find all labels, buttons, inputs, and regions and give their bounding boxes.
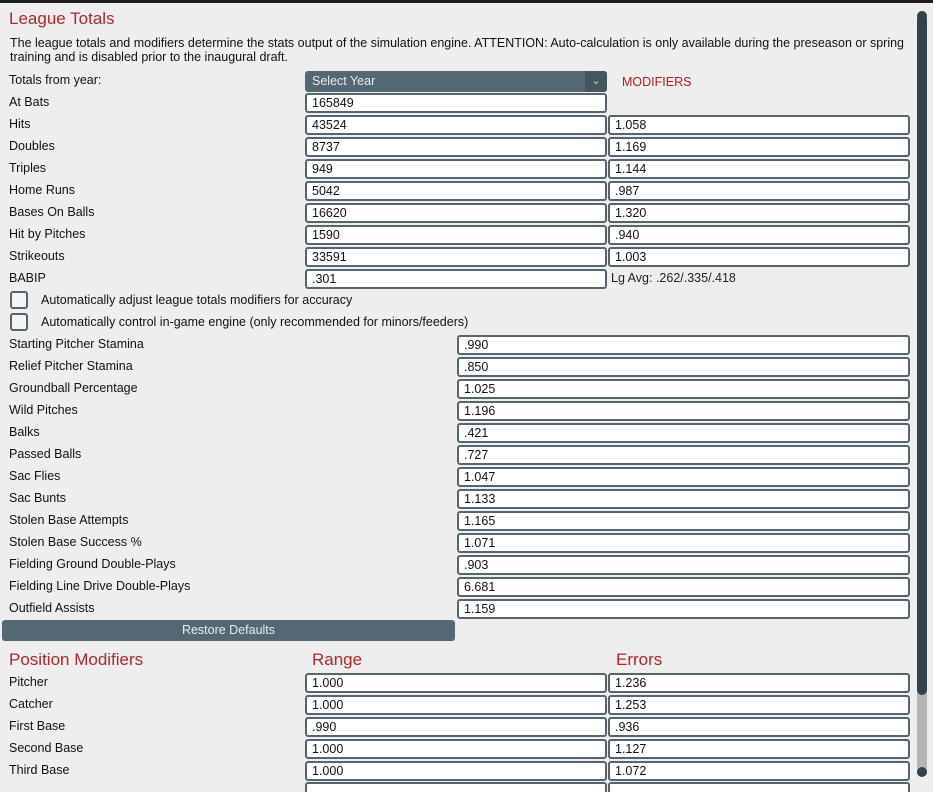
engine-modifier-input[interactable]: .850: [457, 357, 910, 377]
shortstop-range-input-partial[interactable]: [305, 782, 607, 792]
engine-modifier-label: Outfield Assists: [9, 601, 95, 615]
engine-modifier-label: Relief Pitcher Stamina: [9, 359, 133, 373]
engine-modifier-input[interactable]: .990: [457, 335, 910, 355]
engine-modifier-label: Groundball Percentage: [9, 381, 138, 395]
auto-control-engine-label: Automatically control in-game engine (only recommended for minors/feeders): [41, 315, 469, 329]
stat-total-input[interactable]: 5042: [305, 181, 607, 201]
position-label: Catcher: [9, 697, 53, 711]
shortstop-errors-input-partial[interactable]: [608, 782, 910, 792]
engine-modifier-label: Passed Balls: [9, 447, 82, 461]
engine-modifier-label: Stolen Base Success %: [9, 535, 142, 549]
position-label: Second Base: [9, 741, 84, 755]
vertical-scrollbar[interactable]: [917, 11, 927, 777]
stat-label: Hits: [9, 117, 31, 131]
league-totals-title: League Totals: [9, 9, 115, 28]
stat-label: Home Runs: [9, 183, 75, 197]
at-bats-label: At Bats: [9, 95, 50, 109]
engine-modifier-input[interactable]: 1.133: [457, 489, 910, 509]
stat-modifier-input[interactable]: .940: [608, 225, 910, 245]
engine-modifier-input[interactable]: .903: [457, 555, 910, 575]
position-label: Third Base: [9, 763, 70, 777]
restore-defaults-button[interactable]: Restore Defaults: [2, 620, 455, 641]
engine-modifier-input[interactable]: 1.159: [457, 599, 910, 619]
babip-input[interactable]: .301: [305, 269, 607, 289]
league-totals-description: The league totals and modifiers determine the stats output of the simulation engine. ATTENTION: Auto-calculation is only available during the preseason or spring training and is disabled prior to the inaugural draft.: [10, 36, 905, 64]
range-header: Range: [312, 650, 363, 669]
position-label: Pitcher: [9, 675, 48, 689]
scroll-up-handle[interactable]: [917, 11, 927, 21]
position-errors-input[interactable]: 1.072: [608, 761, 910, 781]
position-errors-input[interactable]: 1.253: [608, 695, 910, 715]
stat-label: Strikeouts: [9, 249, 65, 263]
league-average-text: Lg Avg: .262/.335/.418: [611, 271, 736, 285]
engine-modifier-input[interactable]: 1.047: [457, 467, 910, 487]
engine-modifier-label: Stolen Base Attempts: [9, 513, 129, 527]
stat-modifier-input[interactable]: 1.169: [608, 137, 910, 157]
stat-total-input[interactable]: 8737: [305, 137, 607, 157]
stat-label: Bases On Balls: [9, 205, 95, 219]
chevron-down-icon[interactable]: ⌄: [585, 71, 607, 92]
stat-modifier-input[interactable]: 1.003: [608, 247, 910, 267]
engine-modifier-input[interactable]: 1.196: [457, 401, 910, 421]
stat-modifier-input[interactable]: 1.144: [608, 159, 910, 179]
modifiers-header: MODIFIERS: [622, 75, 692, 89]
position-range-input[interactable]: .990: [305, 717, 607, 737]
engine-modifier-input[interactable]: 6.681: [457, 577, 910, 597]
position-errors-input[interactable]: .936: [608, 717, 910, 737]
position-range-input[interactable]: 1.000: [305, 739, 607, 759]
stat-label: Hit by Pitches: [9, 227, 86, 241]
position-errors-input[interactable]: 1.127: [608, 739, 910, 759]
stat-total-input[interactable]: 949: [305, 159, 607, 179]
scroll-down-handle[interactable]: [917, 767, 927, 777]
engine-modifier-label: Starting Pitcher Stamina: [9, 337, 144, 351]
engine-modifier-input[interactable]: .421: [457, 423, 910, 443]
stat-total-input[interactable]: 1590: [305, 225, 607, 245]
totals-year-label: Totals from year:: [9, 73, 102, 87]
position-errors-input[interactable]: 1.236: [608, 673, 910, 693]
position-range-input[interactable]: 1.000: [305, 695, 607, 715]
engine-modifier-input[interactable]: 1.165: [457, 511, 910, 531]
engine-modifier-label: Sac Flies: [9, 469, 61, 483]
position-label: First Base: [9, 719, 66, 733]
errors-header: Errors: [616, 650, 663, 669]
year-select[interactable]: [305, 71, 607, 92]
stat-total-input[interactable]: 33591: [305, 247, 607, 267]
stat-total-input[interactable]: 16620: [305, 203, 607, 223]
year-select-value: Select Year: [312, 74, 376, 88]
stat-label: Doubles: [9, 139, 55, 153]
engine-modifier-input[interactable]: 1.025: [457, 379, 910, 399]
position-modifiers-title: Position Modifiers: [9, 650, 144, 669]
auto-control-engine-checkbox[interactable]: [10, 313, 28, 331]
engine-modifier-input[interactable]: .727: [457, 445, 910, 465]
stat-total-input[interactable]: 43524: [305, 115, 607, 135]
stat-label: Triples: [9, 161, 47, 175]
position-range-input[interactable]: 1.000: [305, 673, 607, 693]
auto-adjust-label: Automatically adjust league totals modifiers for accuracy: [41, 293, 353, 307]
stat-modifier-input[interactable]: 1.320: [608, 203, 910, 223]
stat-modifier-input[interactable]: 1.058: [608, 115, 910, 135]
scrollbar-thumb[interactable]: [917, 15, 927, 695]
stat-modifier-input[interactable]: .987: [608, 181, 910, 201]
engine-modifier-label: Fielding Ground Double-Plays: [9, 557, 176, 571]
engine-modifier-label: Balks: [9, 425, 40, 439]
engine-modifier-label: Sac Bunts: [9, 491, 66, 505]
engine-modifier-input[interactable]: 1.071: [457, 533, 910, 553]
position-range-input[interactable]: 1.000: [305, 761, 607, 781]
league-totals-panel: [0, 3, 933, 792]
at-bats-total-input[interactable]: 165849: [305, 93, 607, 113]
auto-adjust-checkbox[interactable]: [10, 291, 28, 309]
engine-modifier-label: Wild Pitches: [9, 403, 78, 417]
engine-modifier-label: Fielding Line Drive Double-Plays: [9, 579, 191, 593]
babip-label: BABIP: [9, 271, 46, 285]
